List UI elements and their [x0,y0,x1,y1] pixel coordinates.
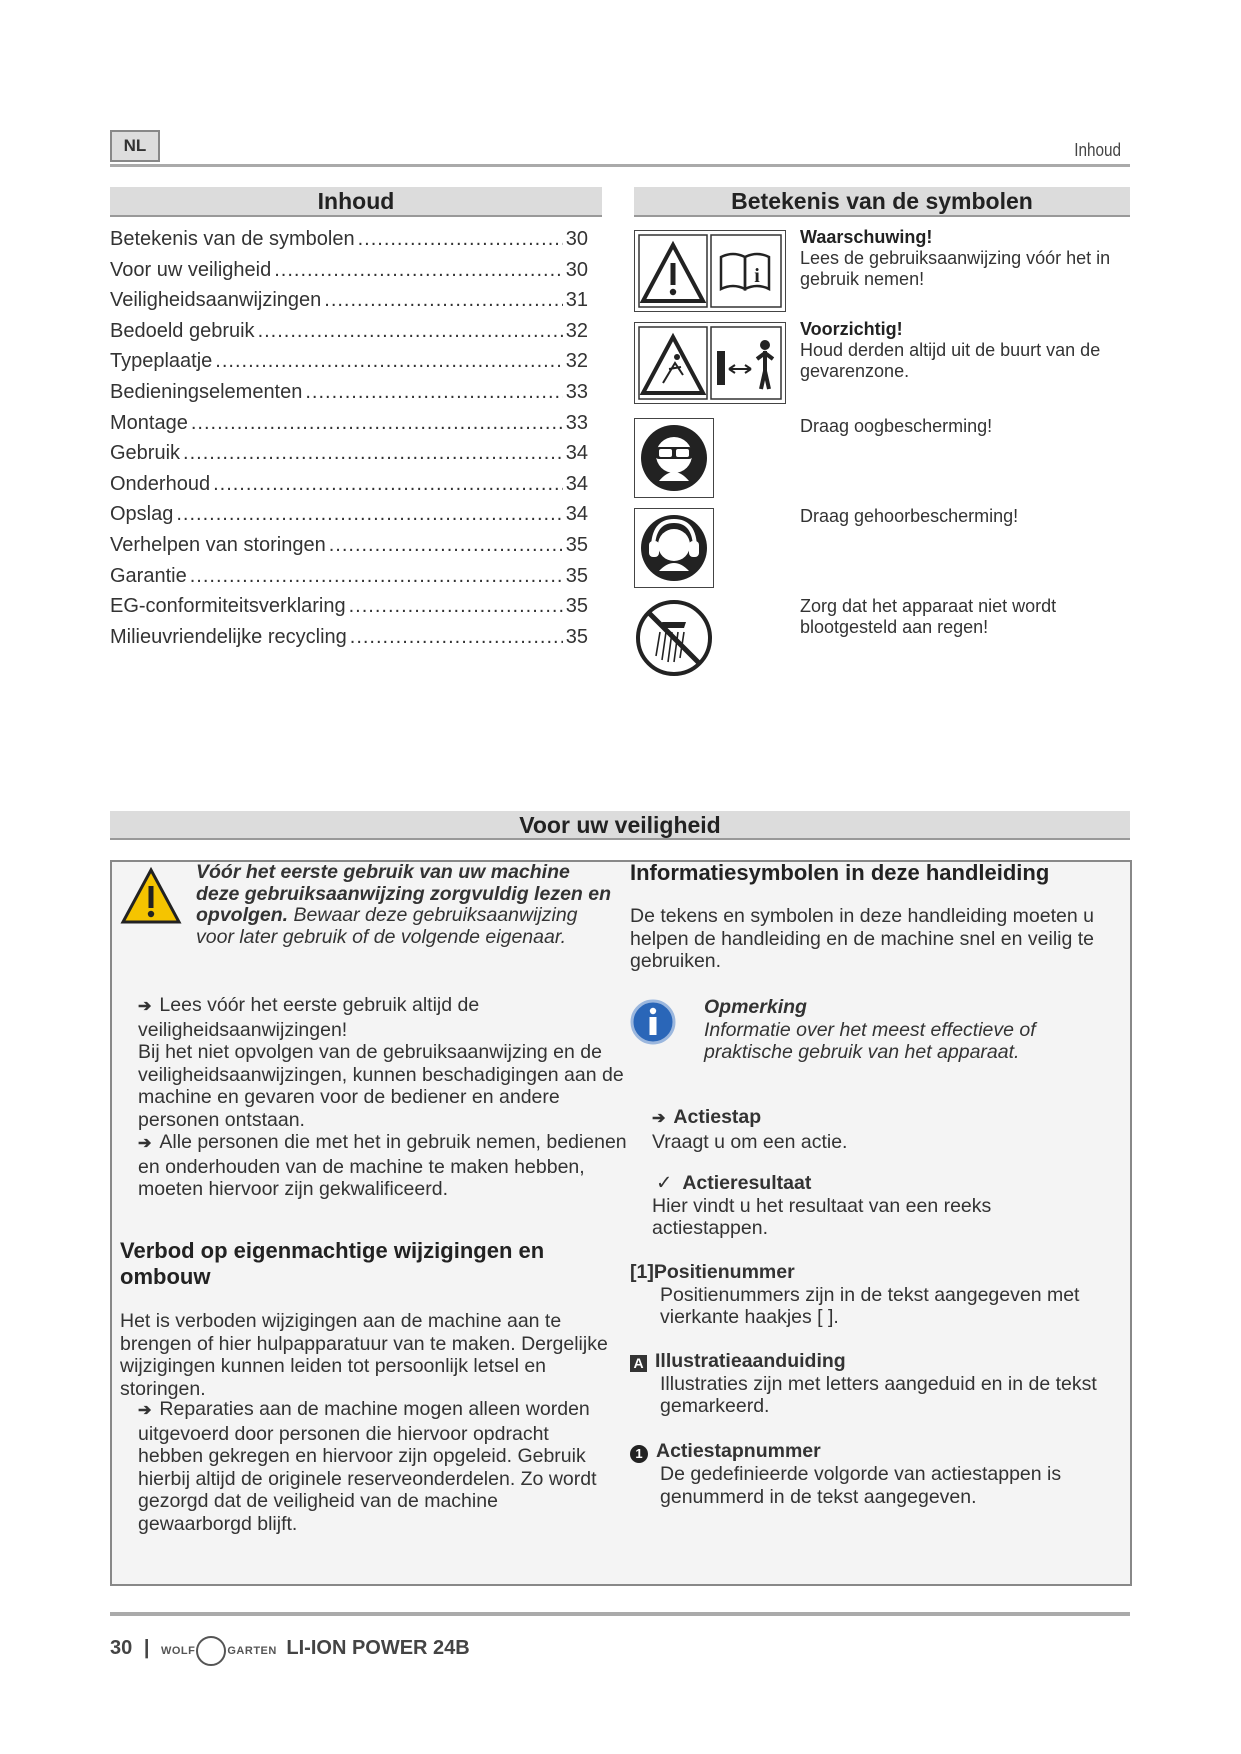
arrow-icon: ➔ [138,1135,152,1152]
arrow-icon: ➔ [138,1402,152,1419]
toc-leader-dots [324,289,562,312]
illustration-title: Illustratieaanduiding [655,1350,846,1372]
toc-entry [110,289,588,320]
arrow-icon: ➔ [652,1110,666,1127]
language-tag: NL [110,130,160,162]
info-intro: De tekens en symbolen in deze handleiding moeten u helpen de handleiding en de machine snel en veilig te gebruiken. [630,905,1095,972]
toc-leader-dots [349,595,563,618]
toc-entry-title: Gebruik [110,442,181,465]
action-result-block [652,1172,1107,1240]
toc-entry [110,534,588,565]
toc-entry-title: Onderhoud [110,472,211,495]
modification-heading: Verbod op eigenmachtige wijzigingen en ombouw [120,1238,545,1289]
action-number-block [630,1440,1120,1508]
toc-entry [110,350,588,381]
toc-entry-page: 31 [565,289,588,312]
safety-paragraph-1: Bij het niet opvolgen van de gebruiksaanwijzing en de veiligheidsaanwijzingen, kunnen beschadigingen aan de machine en gevaren voor de bediener en andere personen ontstaan. [138,1041,624,1131]
safety-intro-bold: Vóór het eerste gebruik van uw machine deze gebruiksaanwijzing zorgvuldig lezen en opvolgen. [196,861,611,926]
toc-entry-page: 34 [565,472,588,495]
toc-entry-page: 35 [565,625,588,648]
safety-intro [196,862,616,948]
position-number-title: [1]Positienummer [630,1261,795,1283]
warning-symbol [634,230,786,312]
note-text: Informatie over het meest effectieve of praktische gebruik van het apparaat. [704,1018,1036,1063]
toc-entry [110,442,588,473]
product-name: LI-ION POWER 24B [286,1636,470,1659]
action-number-marker: 1 [630,1445,648,1463]
toc-entry-title: Veiligheidsaanwijzingen [110,289,322,312]
symbols-heading: Betekenis van de symbolen [634,187,1130,217]
safety-step-2 [138,1131,638,1201]
arrow-icon: ➔ [138,998,152,1015]
info-symbols-heading: Informatiesymbolen in deze handleiding [630,860,1050,885]
toc-leader-dots [176,503,562,526]
action-result-title: Actieresultaat [682,1172,812,1194]
toc-entry-page: 30 [565,258,588,281]
toc-entry-page: 35 [565,564,588,587]
safety-step-1 [138,994,638,1041]
table-of-contents [110,228,588,656]
toc-leader-dots [258,320,563,343]
toc-entry-title: Montage [110,411,188,434]
ear-protection-text: Draag gehoorbescherming! [800,506,1019,526]
toc-entry [110,626,588,657]
warning-text: Lees de gebruiksaanwijzing vóór het in gebruik nemen! [800,248,1111,289]
action-number-title: Actiestapnummer [656,1440,821,1462]
toc-entry-page: 35 [565,595,588,618]
toc-heading: Inhoud [110,187,602,217]
safety-step-1-text: Lees vóór het eerste gebruik altijd de veiligheidsaanwijzingen! [138,994,480,1041]
modification-paragraph: Het is verboden wijzigingen aan de machine aan te brengen of hier hulpapparatuur van te maken. Dergelijke wijzigingen kunnen leiden tot persoonlijk letsel en storingen. [120,1310,608,1400]
toc-leader-dots [358,228,563,251]
toc-entry-title: Bedoeld gebruik [110,319,255,342]
ear-protection-symbol [634,508,714,588]
header-rule [110,164,1130,167]
toc-leader-dots [274,259,563,282]
illustration-text: Illustraties zijn met letters aangeduid en in de tekst gemarkeerd. [660,1372,1097,1417]
warning-description [800,227,1130,290]
caution-description [800,319,1130,382]
position-number-block [630,1261,1120,1329]
toc-entry-page: 34 [565,442,588,465]
caution-text: Houd derden altijd uit de buurt van de gevarenzone. [800,340,1101,381]
position-number-text: Positienummers zijn in de tekst aangegeven met vierkante haakjes [ ]. [660,1283,1080,1328]
safety-intro-rest: Bewaar deze gebruiksaanwijzing voor later gebruik of de volgende eigenaar. [196,904,578,948]
illustration-block [630,1350,1120,1418]
toc-entry-page: 33 [565,380,588,403]
toc-entry-title: Milieuvriendelijke recycling [110,625,347,648]
toc-entry-title: Typeplaatje [110,350,213,373]
toc-leader-dots [191,412,563,435]
toc-entry-page: 34 [565,503,588,526]
toc-entry-page: 35 [565,533,588,556]
note-title: Opmerking [704,996,807,1018]
toc-entry-title: EG-conformiteitsverklaring [110,595,346,618]
action-step-title: Actiestap [673,1106,762,1128]
no-rain-icon [634,598,714,678]
toc-entry [110,381,588,412]
goggles-icon [635,419,713,497]
toc-entry-title: Bedieningselementen [110,380,303,403]
toc-entry-title: Betekenis van de symbolen [110,228,355,250]
checkmark-icon: ✓ [656,1172,673,1194]
toc-entry-page: 30 [565,228,588,250]
action-number-text: De gedefinieerde volgorde van actiestappen is genummerd in de tekst aangegeven. [660,1463,1062,1508]
no-rain-text: Zorg dat het apparaat niet wordt blootgesteld aan regen! [800,596,1057,637]
eye-protection-symbol [634,418,714,498]
toc-leader-dots [190,565,563,588]
toc-entry [110,595,588,626]
caution-symbol [634,322,786,404]
toc-leader-dots [215,350,562,373]
keep-distance-icon [717,340,773,389]
manual-book-icon [721,254,769,289]
eye-protection-text: Draag oogbescherming! [800,416,993,436]
page-number: 30 [110,1636,133,1659]
safety-step-3 [138,1398,608,1535]
toc-entry [110,503,588,534]
toc-entry [110,259,588,290]
toc-entry-page: 33 [565,411,588,434]
action-result-text: Hier vindt u het resultaat van een reeks actiestappen. [652,1194,992,1239]
info-circle-icon [630,998,676,1046]
safety-step-2-text: Alle personen die met het in gebruik nemen, bedienen en onderhouden van de machine te maken hebben, moeten hiervoor zijn gekwalificeerd. [138,1131,627,1200]
footer-rule [110,1612,1130,1616]
ear-defender-icon [635,509,713,587]
toc-entry-title: Verhelpen van storingen [110,533,326,556]
toc-leader-dots [350,626,563,649]
footer: 30 | WOLF GARTEN LI-ION POWER 24B [110,1636,470,1666]
toc-leader-dots [329,534,563,557]
toc-leader-dots [305,381,562,404]
brand-emblem-icon [196,1636,226,1666]
note-block [704,996,1114,1064]
header-section-title: Inhoud [1074,140,1121,160]
brand-logo: WOLF GARTEN [161,1645,277,1657]
toc-entry-title: Voor uw veiligheid [110,258,272,281]
toc-entry [110,228,588,259]
warning-triangle-large [120,866,182,926]
toc-leader-dots [183,442,563,465]
toc-entry [110,565,588,596]
warning-title: Waarschuwing! [800,227,933,247]
toc-entry [110,473,588,504]
illustration-marker: A [630,1355,647,1372]
svg-text:i: i [754,265,760,287]
toc-leader-dots [213,473,563,496]
toc-entry-page: 32 [565,350,588,373]
safety-heading: Voor uw veiligheid [110,811,1130,840]
safety-step-3-text: Reparaties aan de machine mogen alleen worden uitgevoerd door personen die hiervoor opdracht hebben gekregen en hiervoor zijn opgeleid. Gebruik hierbij altijd de originele reserveonderdelen. Zo wordt gezorgd dat de veiligheid van de machine gewaarborgd blijft. [138,1398,597,1535]
toc-entry-title: Opslag [110,503,174,526]
action-step-block [652,1106,1112,1153]
caution-title: Voorzichtig! [800,319,903,339]
alert-icon [120,866,182,926]
toc-entry-title: Garantie [110,564,187,587]
toc-entry [110,320,588,351]
toc-entry-page: 32 [565,319,588,342]
no-rain-symbol [634,598,714,678]
toc-entry [110,412,588,443]
action-step-text: Vraagt u om een actie. [652,1130,848,1153]
safety-left-body [138,994,638,1201]
